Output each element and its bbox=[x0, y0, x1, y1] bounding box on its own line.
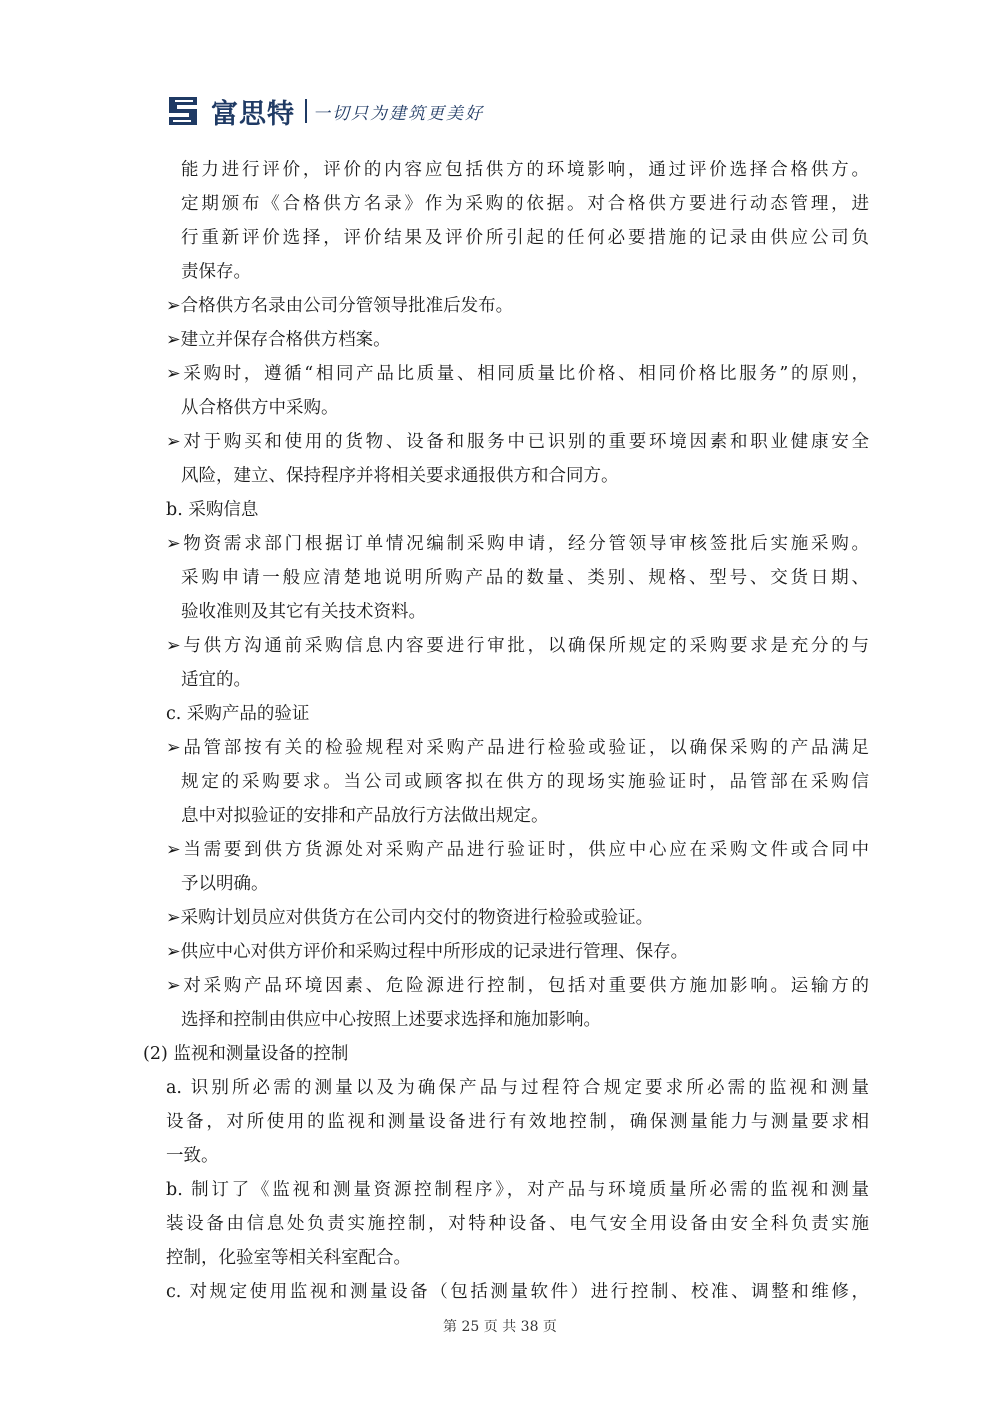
text-line: 责保存。 bbox=[181, 262, 251, 282]
bullet-item: ➢物资需求部门根据订单情况编制采购申请，经分管领导审核签批后实施采购。 bbox=[166, 534, 869, 554]
brand-name: 富思特 bbox=[211, 98, 295, 130]
bullet-item: ➢合格供方名录由公司分管领导批准后发布。 bbox=[166, 296, 514, 316]
text-line: b. 制订了《监视和测量资源控制程序》，对产品与环境质量所必需的监视和测量 bbox=[166, 1180, 869, 1200]
bullet-item: ➢建立并保存合格供方档案。 bbox=[166, 330, 391, 350]
brand-slogan: 一切只为建筑更美好 bbox=[313, 103, 484, 124]
header-divider bbox=[305, 99, 307, 123]
page-number: 第 25 页 共 38 页 bbox=[443, 1319, 557, 1335]
bullet-item: ➢供应中心对供方评价和采购过程中所形成的记录进行管理、保存。 bbox=[166, 942, 689, 962]
bullet-item: ➢采购计划员应对供货方在公司内交付的物资进行检验或验证。 bbox=[166, 908, 654, 928]
text-line: 装设备由信息处负责实施控制，对特种设备、电气安全用设备由安全科负责实施 bbox=[166, 1214, 869, 1234]
text-line: 予以明确。 bbox=[181, 874, 269, 894]
section-heading: (2) 监视和测量设备的控制 bbox=[143, 1044, 349, 1064]
text-line: 能力进行评价，评价的内容应包括供方的环境影响，通过评价选择合格供方。 bbox=[181, 160, 869, 180]
text-line: a. 识别所必需的测量以及为确保产品与过程符合规定要求所必需的监视和测量 bbox=[166, 1078, 869, 1098]
text-line: 风险，建立、保持程序并将相关要求通报供方和合同方。 bbox=[181, 466, 619, 486]
text-line: 行重新评价选择，评价结果及评价所引起的任何必要措施的记录由供应公司负 bbox=[181, 228, 869, 248]
bullet-item: ➢当需要到供方货源处对采购产品进行验证时，供应中心应在采购文件或合同中 bbox=[166, 840, 869, 860]
bullet-item: ➢对采购产品环境因素、危险源进行控制，包括对重要供方施加影响。运输方的 bbox=[166, 976, 869, 996]
bullet-item: ➢对于购买和使用的货物、设备和服务中已识别的重要环境因素和职业健康安全 bbox=[166, 432, 869, 452]
text-line: 验收准则及其它有关技术资料。 bbox=[181, 602, 426, 622]
text-line: 从合格供方中采购。 bbox=[181, 398, 339, 418]
text-line: 一致。 bbox=[166, 1146, 219, 1166]
bullet-item: ➢品管部按有关的检验规程对采购产品进行检验或验证，以确保采购的产品满足 bbox=[166, 738, 869, 758]
company-logo-icon bbox=[163, 91, 203, 131]
text-line: 适宜的。 bbox=[181, 670, 251, 690]
text-line: 设备，对所使用的监视和测量设备进行有效地控制，确保测量能力与测量要求相 bbox=[166, 1112, 869, 1132]
text-line: 控制，化验室等相关科室配合。 bbox=[166, 1248, 411, 1268]
text-line: 选择和控制由供应中心按照上述要求选择和施加影响。 bbox=[181, 1010, 601, 1030]
text-line: c. 对规定使用监视和测量设备（包括测量软件）进行控制、校准、调整和维修， bbox=[166, 1282, 869, 1302]
page-header bbox=[163, 88, 484, 134]
subsection-heading: b. 采购信息 bbox=[166, 500, 259, 520]
subsection-heading: c. 采购产品的验证 bbox=[166, 704, 310, 724]
text-line: 采购申请一般应清楚地说明所购产品的数量、类别、规格、型号、交货日期、 bbox=[181, 568, 869, 588]
text-line: 规定的采购要求。当公司或顾客拟在供方的现场实施验证时，品管部在采购信 bbox=[181, 772, 869, 792]
text-line: 定期颁布《合格供方名录》作为采购的依据。对合格供方要进行动态管理，进 bbox=[181, 194, 869, 214]
bullet-item: ➢采购时，遵循“相同产品比质量、相同质量比价格、相同价格比服务”的原则， bbox=[166, 364, 869, 384]
text-line: 息中对拟验证的安排和产品放行方法做出规定。 bbox=[181, 806, 549, 826]
bullet-item: ➢与供方沟通前采购信息内容要进行审批，以确保所规定的采购要求是充分的与 bbox=[166, 636, 869, 656]
